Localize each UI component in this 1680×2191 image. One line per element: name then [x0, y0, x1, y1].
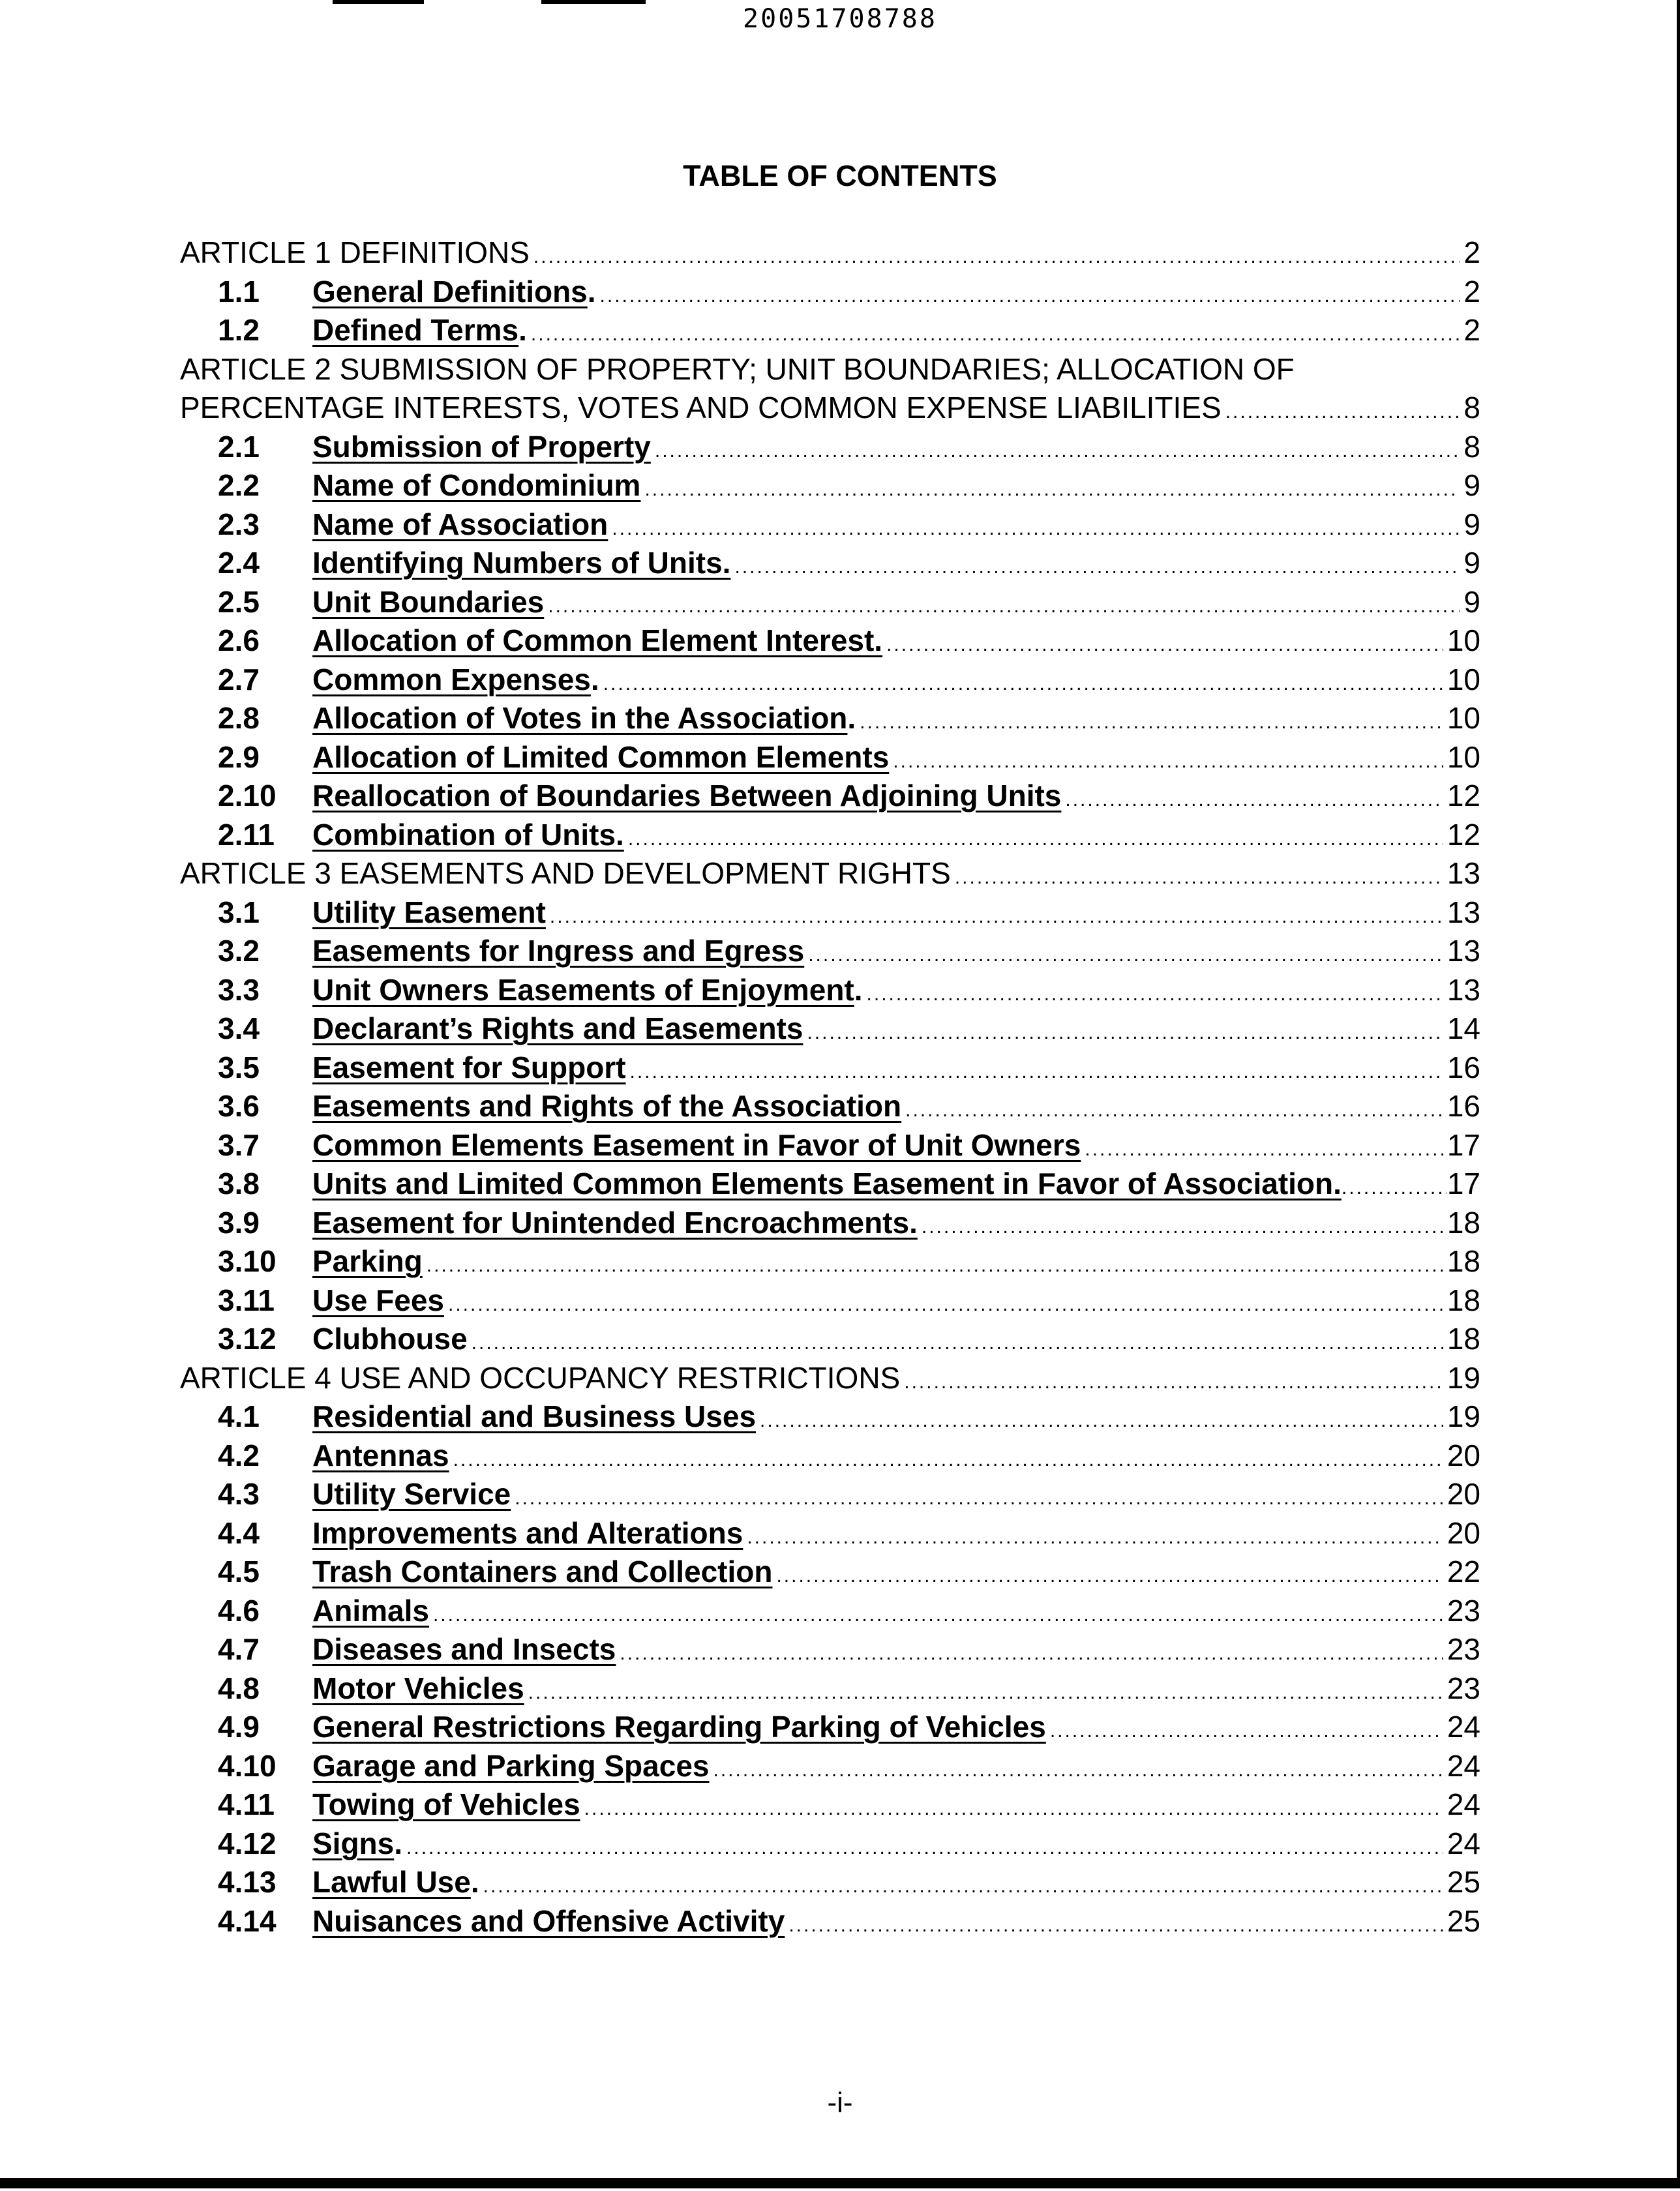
- toc-page-number: 17: [1447, 1167, 1480, 1200]
- toc-article-row: [180, 854, 1480, 893]
- toc-page-number: 16: [1447, 1050, 1480, 1084]
- toc-section-number: 4.1: [218, 1399, 260, 1433]
- toc-section-row: [180, 1087, 1480, 1126]
- toc-section-title[interactable]: Submission of Property: [312, 429, 651, 464]
- toc-page-number: 25: [1447, 1865, 1480, 1899]
- toc-section-title[interactable]: Declarant’s Rights and Easements: [312, 1011, 803, 1045]
- toc-page-number: 8: [1463, 429, 1480, 464]
- toc-dot-leader: [612, 509, 1460, 548]
- toc-page-number: 13: [1447, 856, 1480, 890]
- toc-dot-leader: [713, 1751, 1443, 1790]
- toc-dot-leader: [734, 548, 1460, 587]
- toc-page-number: 12: [1447, 817, 1480, 852]
- toc-section-title[interactable]: Common Expenses: [312, 662, 591, 696]
- toc-title-suffix: .: [394, 1826, 403, 1860]
- toc-article-heading-line1: ARTICLE 2 SUBMISSION OF PROPERTY; UNIT BOUNDARIES; ALLOCATION OF: [180, 351, 1295, 386]
- toc-section-number: 4.13: [218, 1865, 277, 1899]
- toc-section-number: 4.5: [218, 1555, 260, 1588]
- toc-dot-leader: [644, 470, 1460, 509]
- toc-section-row: [180, 1825, 1480, 1864]
- toc-dot-leader: [533, 237, 1460, 276]
- toc-dot-leader: [531, 315, 1460, 354]
- page-number: -i-: [827, 2087, 853, 2119]
- toc-page-number: 9: [1463, 468, 1480, 502]
- toc-dot-leader: [603, 664, 1443, 704]
- toc-section-number: 3.1: [218, 895, 260, 929]
- toc-page-number: 9: [1463, 546, 1480, 580]
- toc-section-number: 3.12: [218, 1322, 277, 1356]
- toc-article-title: ARTICLE 3 EASEMENTS AND DEVELOPMENT RIGHTS: [180, 856, 951, 890]
- toc-section-number: 4.2: [218, 1438, 260, 1472]
- toc-section-title[interactable]: Antennas: [312, 1438, 449, 1472]
- toc-section-number: 4.10: [218, 1748, 277, 1783]
- toc-section-number: 4.8: [218, 1671, 260, 1705]
- toc-page-number: 24: [1447, 1787, 1480, 1821]
- toc-dot-leader: [955, 858, 1443, 897]
- toc-dot-leader: [433, 1596, 1443, 1635]
- toc-section-row: [180, 1592, 1480, 1631]
- toc-page-number: 20: [1447, 1477, 1480, 1511]
- toc-section-row: [180, 971, 1480, 1010]
- toc-section-number: 2.8: [218, 701, 260, 735]
- toc-section-number: 2.4: [218, 546, 260, 580]
- toc-dot-leader: [747, 1518, 1443, 1557]
- toc-section-number: 2.7: [218, 662, 260, 696]
- toc-dot-leader: [628, 820, 1443, 859]
- toc-section-row: [180, 273, 1480, 312]
- toc-section-number: 3.6: [218, 1089, 260, 1123]
- toc-section-row: [180, 816, 1480, 855]
- toc-section-number: 4.6: [218, 1593, 260, 1628]
- toc-page-number: 19: [1447, 1360, 1480, 1395]
- toc-page-number: 25: [1447, 1903, 1480, 1938]
- toc-dot-leader: [808, 936, 1443, 975]
- toc-dot-leader: [550, 897, 1443, 936]
- toc-section-title[interactable]: Defined Terms: [312, 313, 519, 347]
- toc-page-number: 18: [1447, 1205, 1480, 1240]
- toc-section-title[interactable]: Diseases and Insects: [312, 1632, 616, 1666]
- toc-section-title[interactable]: Garage and Parking Spaces: [312, 1748, 710, 1783]
- toc-dot-leader: [1065, 781, 1443, 820]
- toc-page-number: 18: [1447, 1244, 1480, 1278]
- toc-dot-leader: [1085, 1130, 1443, 1169]
- toc-section-row: [180, 1320, 1480, 1359]
- toc-section-title[interactable]: Trash Containers and Collection: [312, 1555, 773, 1588]
- toc-title-suffix: .: [587, 274, 596, 308]
- toc-article-title: ARTICLE 1 DEFINITIONS: [180, 235, 530, 269]
- toc-dot-leader: [528, 1673, 1443, 1712]
- toc-page-number: 10: [1447, 623, 1480, 657]
- toc-section-row: [180, 1553, 1480, 1592]
- toc-section-row: [180, 1049, 1480, 1088]
- toc-section-number: 3.3: [218, 972, 260, 1007]
- toc-page-number: 24: [1447, 1826, 1480, 1860]
- toc-section-number: 1.1: [218, 274, 260, 308]
- toc-section-number: 2.1: [218, 429, 260, 464]
- toc-section-number: 3.8: [218, 1167, 260, 1200]
- toc-section-row: [180, 932, 1480, 971]
- toc-section-number: 2.3: [218, 507, 260, 541]
- toc-section-row: [180, 893, 1480, 932]
- toc-article-title: PERCENTAGE INTERESTS, VOTES AND COMMON EXPENSE LIABILITIES: [180, 391, 1222, 425]
- toc-page-number: 9: [1463, 507, 1480, 541]
- toc-section-row: [180, 1437, 1480, 1476]
- toc-page-number: 2: [1463, 274, 1480, 308]
- toc-title-suffix: .: [854, 972, 863, 1007]
- toc-dot-leader: [860, 703, 1443, 742]
- toc-section-title[interactable]: Common Elements Easement in Favor of Unit Owners: [312, 1127, 1081, 1162]
- toc-section-number: 4.7: [218, 1632, 260, 1666]
- toc-section-title[interactable]: Nuisances and Offensive Activity: [312, 1903, 785, 1938]
- toc-section-number: 3.5: [218, 1050, 260, 1084]
- toc-section-title[interactable]: Allocation of Votes in the Association: [312, 701, 848, 735]
- toc-section-title[interactable]: Residential and Business Uses: [312, 1399, 757, 1433]
- toc-page-number: 24: [1447, 1710, 1480, 1744]
- toc-dot-leader: [620, 1634, 1443, 1673]
- toc-page-number: 23: [1447, 1671, 1480, 1705]
- toc-section-number: 3.11: [218, 1283, 275, 1317]
- toc-article-row: [180, 233, 1480, 273]
- toc-section-row: [180, 1902, 1480, 1941]
- toc-section-row: [180, 1630, 1480, 1669]
- toc-section-number: 3.9: [218, 1205, 260, 1240]
- table-of-contents: [180, 233, 1480, 1941]
- toc-section-number: 4.3: [218, 1477, 260, 1511]
- toc-section-row: [180, 466, 1480, 505]
- toc-dot-leader: [788, 1906, 1443, 1945]
- toc-dot-leader: [483, 1867, 1443, 1906]
- toc-section-number: 3.7: [218, 1127, 260, 1162]
- toc-page-number: 10: [1447, 739, 1480, 774]
- toc-section-row: [180, 1204, 1480, 1243]
- toc-article-title: ARTICLE 4 USE AND OCCUPANCY RESTRICTIONS: [180, 1360, 901, 1395]
- toc-dot-leader: [776, 1557, 1443, 1596]
- toc-section-row: [180, 621, 1480, 661]
- toc-section-number: 2.6: [218, 623, 260, 657]
- toc-section-number: 2.11: [218, 817, 275, 852]
- toc-section-title[interactable]: Use Fees: [312, 1283, 445, 1317]
- toc-section-row: [180, 738, 1480, 777]
- toc-article-row: [180, 1359, 1480, 1398]
- toc-dot-leader: [807, 1013, 1443, 1052]
- toc-section-row: [180, 1669, 1480, 1708]
- toc-section-title[interactable]: Combination of Units.: [312, 817, 624, 852]
- toc-section-number: 4.14: [218, 1903, 277, 1938]
- toc-section-row: [180, 1242, 1480, 1281]
- toc-dot-leader: [427, 1246, 1443, 1285]
- toc-section-title[interactable]: Unit Owners Easements of Enjoyment: [312, 972, 854, 1007]
- toc-page-number: 16: [1447, 1089, 1480, 1123]
- toc-section-title[interactable]: Utility Service: [312, 1477, 511, 1511]
- toc-page-number: 23: [1447, 1593, 1480, 1628]
- toc-section-title[interactable]: General Restrictions Regarding Parking of Vehicles: [312, 1710, 1046, 1744]
- toc-dot-leader: [1050, 1712, 1443, 1751]
- toc-dot-leader: [905, 1091, 1443, 1130]
- toc-dot-leader: [886, 625, 1443, 664]
- toc-section-row: [180, 505, 1480, 544]
- toc-dot-leader: [922, 1208, 1443, 1247]
- toc-section-title[interactable]: Parking: [312, 1244, 423, 1278]
- toc-section-number: 3.10: [218, 1244, 277, 1278]
- toc-section-row: [180, 1747, 1480, 1786]
- toc-section-title: Clubhouse: [312, 1322, 468, 1356]
- toc-section-row: [180, 699, 1480, 738]
- toc-section-row: [180, 1863, 1480, 1902]
- toc-title-suffix: .: [590, 662, 599, 696]
- toc-section-row: [180, 661, 1480, 700]
- toc-section-row: [180, 544, 1480, 583]
- toc-section-title[interactable]: Name of Condominium: [312, 468, 641, 502]
- toc-section-title[interactable]: Utility Easement: [312, 895, 546, 929]
- toc-dot-leader: [904, 1363, 1443, 1402]
- toc-page-number: 24: [1447, 1748, 1480, 1783]
- toc-section-title[interactable]: Easement for Unintended Encroachments.: [312, 1205, 918, 1240]
- toc-section-row: [180, 1475, 1480, 1514]
- toc-dot-leader: [600, 276, 1460, 316]
- toc-section-title[interactable]: Unit Boundaries: [312, 584, 545, 619]
- toc-section-title[interactable]: Towing of Vehicles: [312, 1787, 580, 1821]
- toc-section-number: 2.10: [218, 779, 277, 812]
- toc-section-row: [180, 1708, 1480, 1747]
- toc-section-number: 2.5: [218, 584, 260, 619]
- toc-dot-leader: [406, 1828, 1443, 1868]
- toc-page-number: 10: [1447, 701, 1480, 735]
- toc-page-number: 18: [1447, 1283, 1480, 1317]
- toc-section-title[interactable]: Easement for Support: [312, 1050, 626, 1084]
- toc-section-row: [180, 1281, 1480, 1320]
- toc-section-number: 3.2: [218, 934, 260, 968]
- toc-section-title[interactable]: Easements and Rights of the Association: [312, 1089, 902, 1123]
- toc-section-title[interactable]: Reallocation of Boundaries Between Adjoining Units: [312, 779, 1062, 812]
- page-title: TABLE OF CONTENTS: [683, 159, 997, 192]
- toc-section-row: [180, 777, 1480, 816]
- toc-section-number: 2.2: [218, 468, 260, 502]
- toc-dot-leader: [1342, 1169, 1447, 1208]
- toc-dot-leader: [1225, 393, 1460, 432]
- toc-section-title[interactable]: Motor Vehicles: [312, 1671, 524, 1705]
- toc-page-number: 12: [1447, 779, 1480, 812]
- toc-page-number: 13: [1447, 972, 1480, 1007]
- toc-section-row: [180, 1785, 1480, 1825]
- toc-section-title[interactable]: Signs: [312, 1826, 395, 1860]
- document-number: 20051708788: [743, 4, 937, 34]
- toc-section-row: [180, 1126, 1480, 1165]
- toc-title-suffix: .: [847, 701, 856, 735]
- toc-title-suffix: .: [518, 313, 527, 347]
- toc-dot-leader: [448, 1285, 1443, 1324]
- toc-section-number: 2.9: [218, 739, 260, 774]
- toc-section-title[interactable]: Units and Limited Common Elements Easement in Favor of Association.: [312, 1167, 1342, 1200]
- toc-page-number: 14: [1447, 1011, 1480, 1045]
- toc-page-number: 17: [1447, 1127, 1480, 1162]
- toc-page-number: 13: [1447, 934, 1480, 968]
- toc-section-title[interactable]: Allocation of Common Element Interest.: [312, 623, 883, 657]
- toc-section-number: 3.4: [218, 1011, 260, 1045]
- toc-section-title[interactable]: Lawful Use: [312, 1865, 471, 1899]
- toc-dot-leader: [548, 587, 1460, 626]
- toc-page-number: 19: [1447, 1399, 1480, 1433]
- toc-dot-leader: [472, 1324, 1443, 1363]
- toc-section-title[interactable]: Animals: [312, 1593, 429, 1628]
- toc-dot-leader: [453, 1440, 1443, 1480]
- toc-title-suffix: .: [470, 1865, 479, 1899]
- toc-page-number: 20: [1447, 1515, 1480, 1550]
- toc-section-number: 4.9: [218, 1710, 260, 1744]
- toc-page-number: 2: [1463, 235, 1480, 269]
- toc-section-row: [180, 1009, 1480, 1049]
- toc-section-title[interactable]: Identifying Numbers of Units.: [312, 546, 731, 580]
- toc-page-number: 2: [1463, 313, 1480, 347]
- toc-section-number: 1.2: [218, 313, 260, 347]
- toc-section-title[interactable]: General Definitions: [312, 274, 588, 308]
- toc-section-row: [180, 1397, 1480, 1437]
- toc-dot-leader: [760, 1401, 1443, 1440]
- toc-section-title[interactable]: Improvements and Alterations: [312, 1515, 743, 1550]
- toc-section-row: [180, 583, 1480, 622]
- toc-section-row: [180, 428, 1480, 467]
- toc-page-number: 10: [1447, 662, 1480, 696]
- toc-article-row: [180, 389, 1480, 428]
- toc-section-title[interactable]: Easements for Ingress and Egress: [312, 934, 805, 968]
- toc-section-row: [180, 311, 1480, 350]
- toc-page-number: 8: [1463, 391, 1480, 425]
- toc-page-number: 23: [1447, 1632, 1480, 1666]
- toc-dot-leader: [655, 432, 1460, 471]
- scan-edge-bottom: [0, 2178, 1680, 2188]
- toc-section-number: 4.11: [218, 1787, 275, 1821]
- toc-page-number: 20: [1447, 1438, 1480, 1472]
- scan-edge-right: [1677, 0, 1680, 2188]
- toc-section-number: 4.4: [218, 1515, 260, 1550]
- toc-dot-leader: [630, 1052, 1443, 1092]
- toc-page-number: 9: [1463, 584, 1480, 619]
- toc-dot-leader: [867, 975, 1443, 1014]
- toc-page-number: 22: [1447, 1555, 1480, 1588]
- toc-page-number: 18: [1447, 1322, 1480, 1356]
- toc-page-number: 13: [1447, 895, 1480, 929]
- toc-section-row: [180, 1165, 1480, 1204]
- toc-section-number: 4.12: [218, 1826, 277, 1860]
- toc-dot-leader: [584, 1789, 1443, 1828]
- toc-dot-leader: [893, 742, 1443, 781]
- toc-dot-leader: [515, 1479, 1443, 1518]
- toc-section-title[interactable]: Allocation of Limited Common Elements: [312, 739, 890, 774]
- toc-section-title[interactable]: Name of Association: [312, 507, 608, 541]
- toc-section-row: [180, 1514, 1480, 1553]
